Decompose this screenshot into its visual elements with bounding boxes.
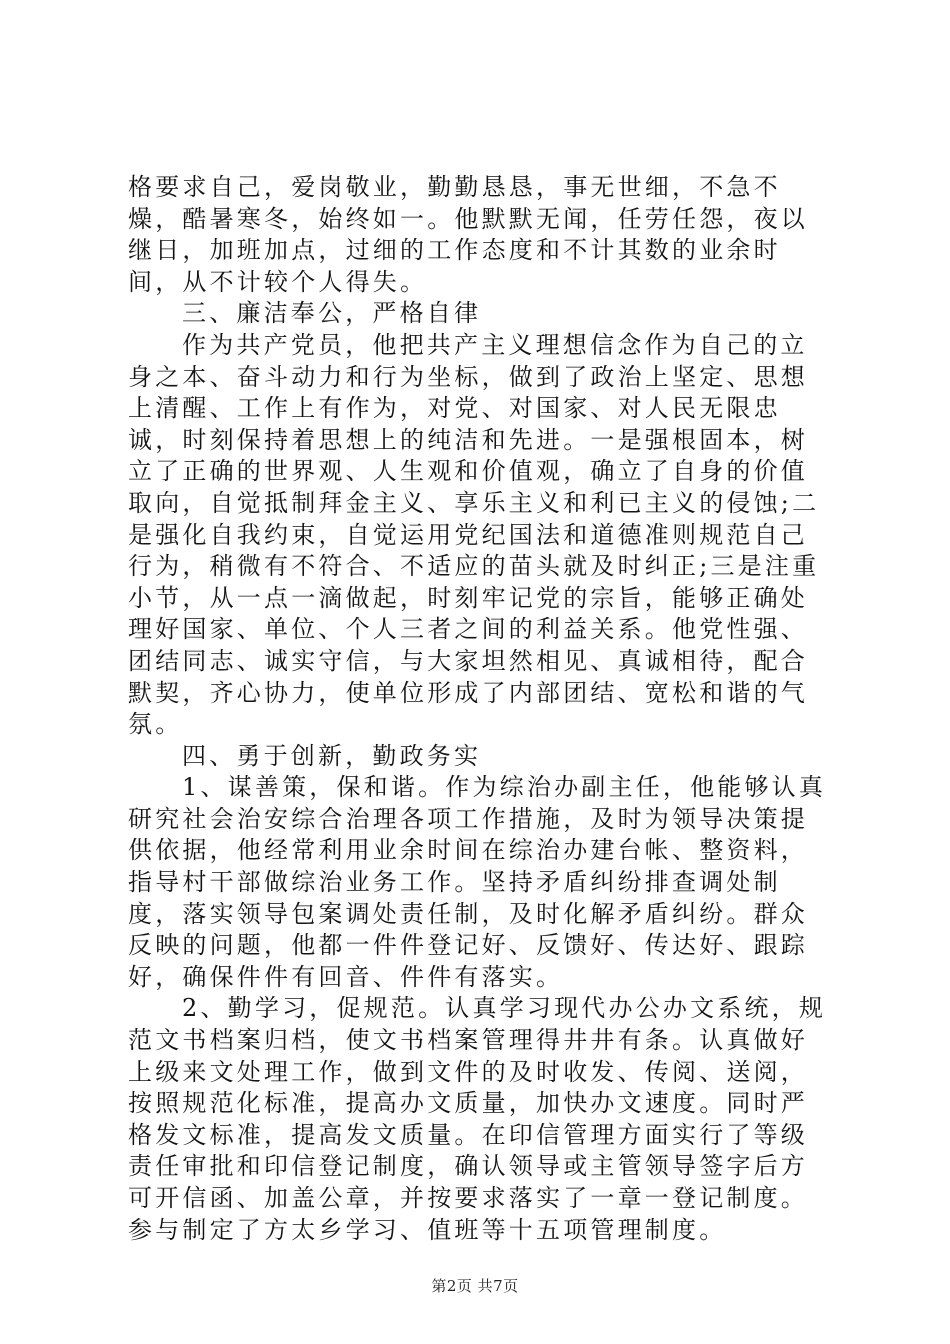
paragraph-item-1: 1、谋善策，保和谐。作为综治办副主任，他能够认真研究社会治安综合治理各项工作措施，及时为领导决策提供依据，他经常利用业余时间在综治办建台帐、整资料，指导村干部做综治业务工作。坚持矛盾纠纷排查调处制度，落实领导包案调处责任制，及时化解矛盾纠纷。群众反映的问题，他都一件件登记好、反馈好、传达好、跟踪好，确保件件有回音、件件有落实。 xyxy=(128,773,827,991)
paragraph-item-2: 2、勤学习，促规范。认真学习现代办公办文系统，规范文书档案归档，使文书档案管理得井井有条。认真做好上级来文处理工作，做到文件的及时收发、传阅、送阅，按照规范化标准，提高办文质量，加快办文速度。同时严格发文标准，提高发文质量。在印信管理方面实行了等级责任审批和印信登记制度，确认领导或主管领导签字后方可开信函、加盖公章，并按要求落实了一章一登记制度。参与制定了方太乡学习、值班等十五项管理制度。 xyxy=(128,994,827,1244)
paragraph-integrity: 作为共产党员，他把共产主义理想信念作为自己的立身之本、奋斗动力和行为坐标，做到了政治上坚定、思想上清醒、工作上有作为，对党、对国家、对人民无限忠诚，时刻保持着思想上的纯洁和先进。一是强根固本，树立了正确的世界观、人生观和价值观，确立了自身的价值取向，自觉抵制拜金主义、享乐主义和利已主义的侵蚀;二是强化自我约束，自觉运用党纪国法和道德准则规范自己行为，稍微有不符合、不适应的苗头就及时纠正;三是注重小节，从一点一滴做起，时刻牢记党的宗旨，能够正确处理好国家、单位、个人三者之间的利益关系。他党性强、团结同志、诚实守信，与大家坦然相见、真诚相待，配合默契，齐心协力，使单位形成了内部团结、宽松和谐的气氛。 xyxy=(128,330,820,739)
document-body xyxy=(128,172,834,1246)
section-heading-3: 三、廉洁奉公，严格自律 xyxy=(182,299,482,328)
paragraph-continuation: 格要求自己，爱岗敬业，勤勤恳恳，事无世细，不急不燥，酷暑寒冬，始终如一。他默默无闻，任劳任怨，夜以继日，加班加点，过细的工作态度和不计其数的业余时间，从不计较个人得失。 xyxy=(128,173,808,296)
section-heading-4: 四、勇于创新，勤政务实 xyxy=(182,741,482,770)
page-number-footer: 第2页 共7页 xyxy=(431,1277,519,1295)
